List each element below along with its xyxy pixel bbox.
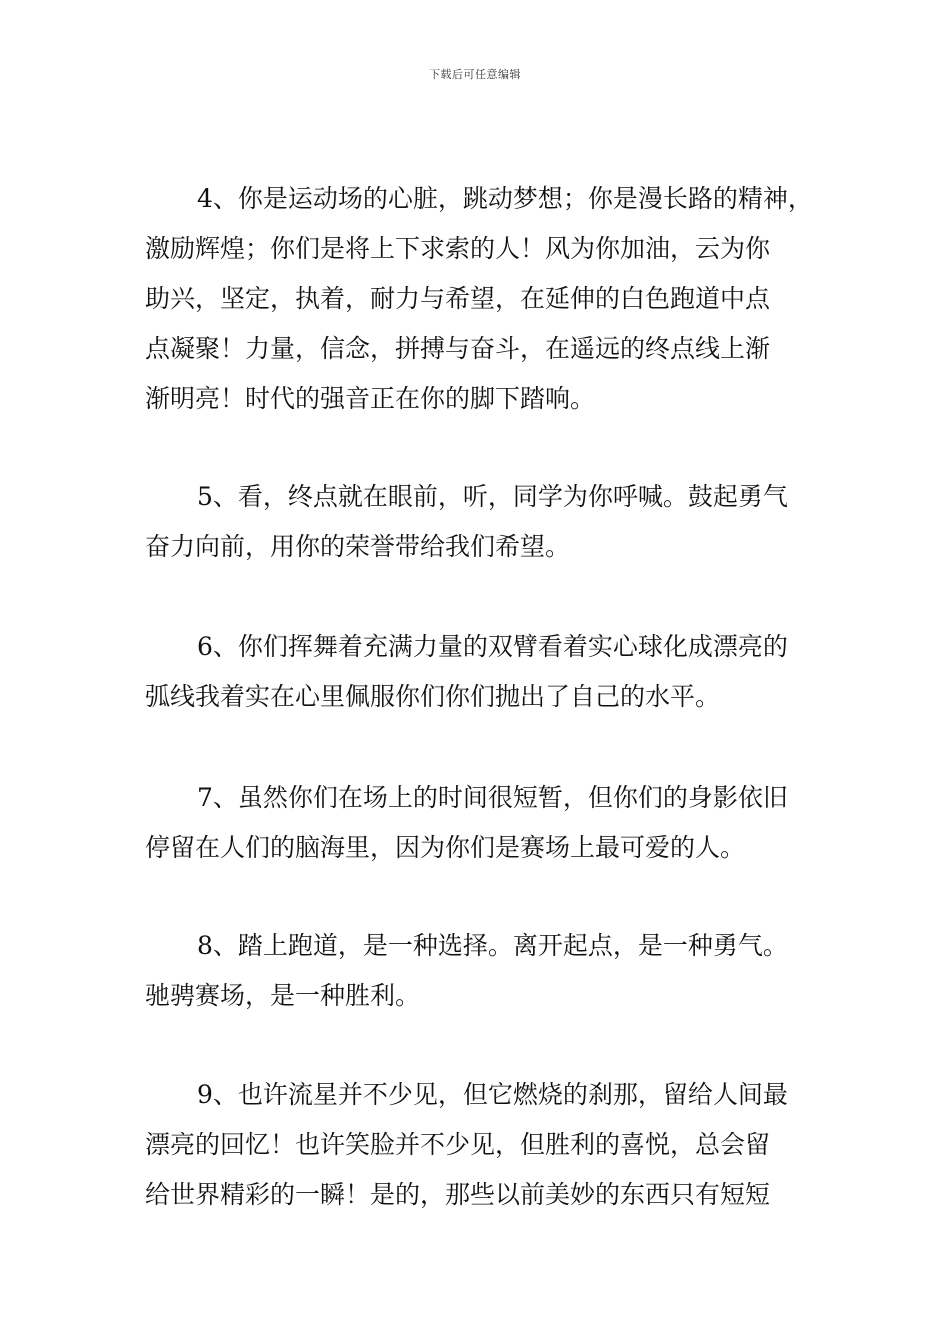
paragraph-line: 5、看，终点就在眼前，听，同学为你呼喊。鼓起勇气 — [197, 482, 788, 511]
paragraph-7 — [145, 773, 807, 873]
paragraph-line: 6、你们挥舞着充满力量的双臂看着实心球化成漂亮的 — [197, 632, 788, 661]
page-header: 下载后可任意编辑 — [429, 68, 521, 81]
paragraph-8 — [145, 921, 807, 1021]
paragraph-line: 助兴，坚定，执着，耐力与希望，在延伸的白色跑道中点 — [145, 284, 771, 313]
paragraph-line: 9、也许流星并不少见，但它燃烧的刹那，留给人间最 — [197, 1080, 788, 1109]
paragraph-line: 激励辉煌；你们是将上下求索的人！风为你加油，云为你 — [145, 234, 771, 263]
paragraph-5 — [145, 472, 807, 572]
paragraph-line: 点凝聚！力量，信念，拼搏与奋斗，在遥远的终点线上渐 — [145, 334, 771, 363]
paragraph-line: 奋力向前，用你的荣誉带给我们希望。 — [145, 532, 571, 561]
paragraph-line: 停留在人们的脑海里，因为你们是赛场上最可爱的人。 — [145, 833, 746, 862]
paragraph-line: 4、你是运动场的心脏，跳动梦想；你是漫长路的精神， — [197, 184, 813, 213]
paragraph-line: 渐明亮！时代的强音正在你的脚下踏响。 — [145, 384, 596, 413]
paragraph-line: 8、踏上跑道，是一种选择。离开起点，是一种勇气。 — [197, 931, 788, 960]
paragraph-9 — [145, 1070, 807, 1220]
paragraph-4 — [145, 174, 813, 424]
paragraph-line: 7、虽然你们在场上的时间很短暂，但你们的身影依旧 — [197, 783, 788, 812]
paragraph-line: 驰骋赛场，是一种胜利。 — [145, 981, 421, 1010]
paragraph-6 — [145, 622, 807, 722]
paragraph-line: 给世界精彩的一瞬！是的，那些以前美妙的东西只有短短 — [145, 1180, 771, 1209]
paragraph-line: 弧线我着实在心里佩服你们你们抛出了自己的水平。 — [145, 682, 721, 711]
paragraph-line: 漂亮的回忆！也许笑脸并不少见，但胜利的喜悦，总会留 — [145, 1130, 771, 1159]
